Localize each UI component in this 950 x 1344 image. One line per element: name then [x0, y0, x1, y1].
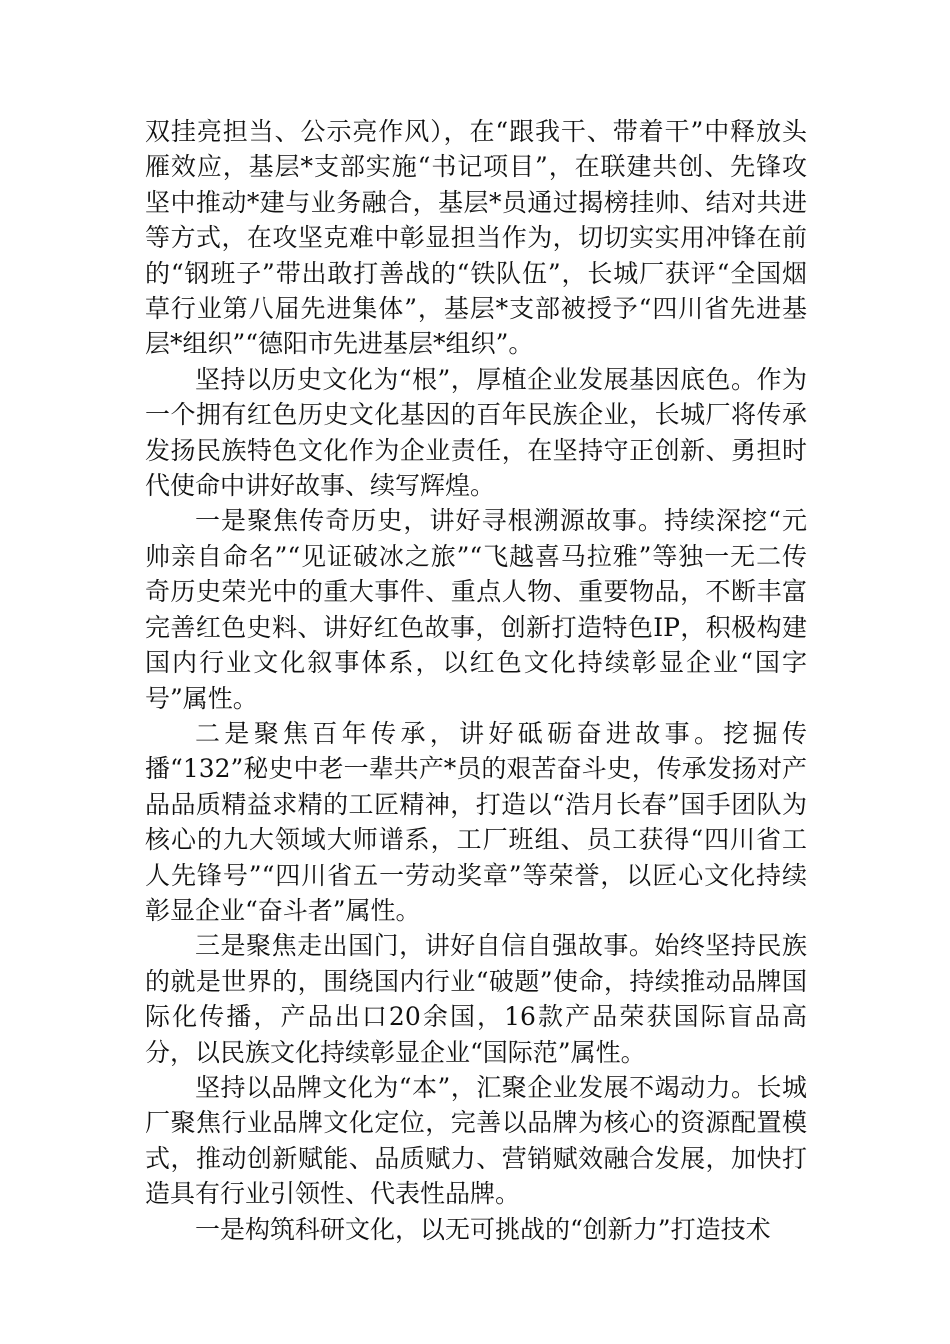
paragraph-4: 二是聚焦百年传承，讲好砥砺奋进故事。挖掘传播“132”秘史中老一辈共产*员的艰苦奋斗史，传承发扬对产品品质精益求精的工匠精神，打造以“浩月长春”国手团队为核心的九大领域大师谱系，工厂班组、员工获得“四川省工人先锋号”“四川省五一劳动奖章”等荣誉，以匠心文化持续彰显企业“奋斗者”属性。 — [145, 718, 807, 925]
paragraph-6: 坚持以品牌文化为“本”，汇聚企业发展不竭动力。长城厂聚焦行业品牌文化定位，完善以品牌为核心的资源配置模式，推动创新赋能、品质赋力、营销赋效融合发展，加快打造具有行业引领性、代表性品牌。 — [145, 1072, 807, 1209]
paragraph-7: 一是构筑科研文化，以无可挑战的“创新力”打造技术 — [195, 1214, 771, 1244]
paragraph-2: 坚持以历史文化为“根”，厚植企业发展基因底色。作为一个拥有红色历史文化基因的百年民族企业，长城厂将传承发扬民族特色文化作为企业责任，在坚持守正创新、勇担时代使命中讲好故事、续写辉煌。 — [145, 364, 807, 501]
paragraph-1: 双挂亮担当、公示亮作风），在“跟我干、带着干”中释放头雁效应，基层*支部实施“书记项目”，在联建共创、先锋攻坚中推动*建与业务融合，基层*员通过揭榜挂帅、结对共进等方式，在攻坚克难中彰显担当作为，切切实实用冲锋在前的“钢班子”带出敢打善战的“铁队伍”，长城厂获评“全国烟草行业第八届先进集体”，基层*支部被授予“四川省先进基层*组织”“德阳市先进基层*组织”。 — [145, 117, 807, 359]
paragraph-3: 一是聚焦传奇历史，讲好寻根溯源故事。持续深挖“元帅亲自命名”“见证破冰之旅”“飞越喜马拉雅”等独一无二传奇历史荣光中的重大事件、重点人物、重要物品，不断丰富完善红色史料、讲好红色故事，创新打造特色IP，积极构建国内行业文化叙事体系，以红色文化持续彰显企业“国字号”属性。 — [145, 506, 807, 713]
paragraph-5: 三是聚焦走出国门，讲好自信自强故事。始终坚持民族的就是世界的，围绕国内行业“破题”使命，持续推动品牌国际化传播，产品出口20余国，16款产品荣获国际盲品高分，以民族文化持续彰显企业“国际范”属性。 — [145, 931, 807, 1067]
body-text — [145, 114, 807, 1247]
